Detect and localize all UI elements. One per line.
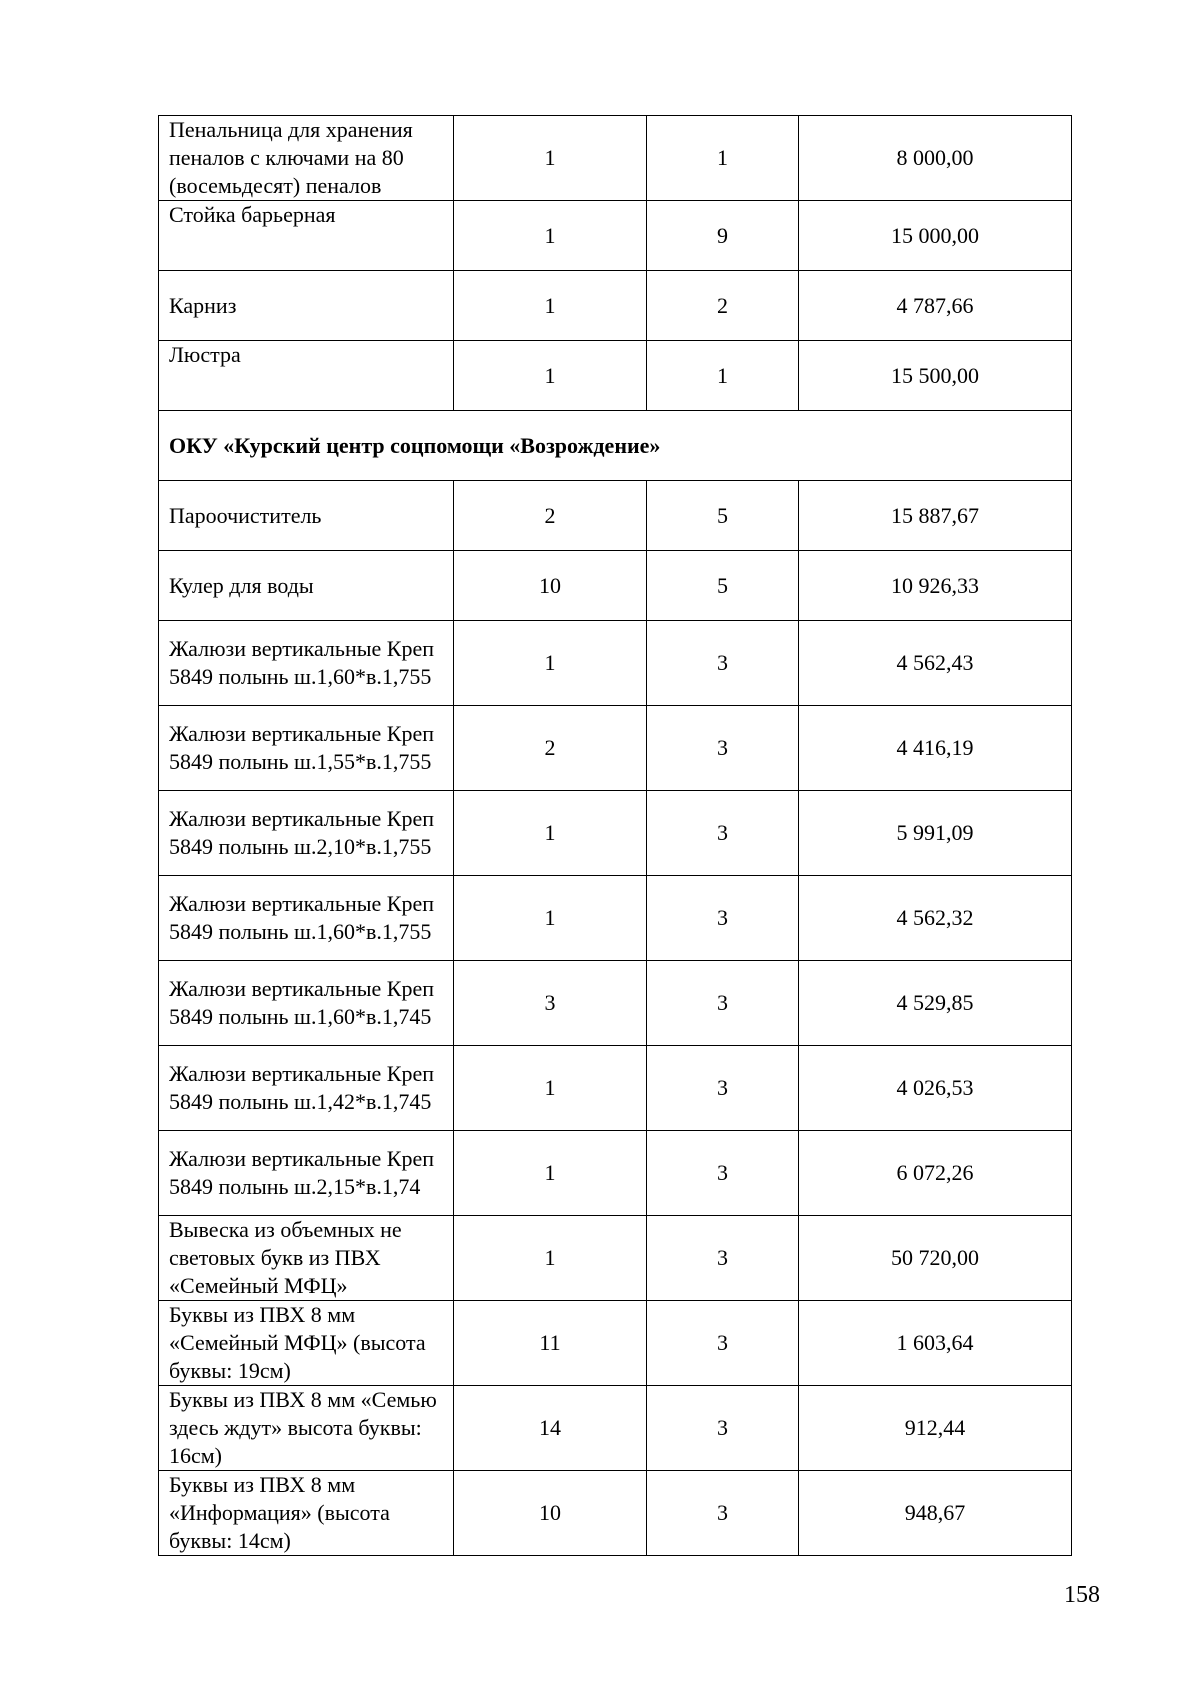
item-name-cell: Стойка барьерная (159, 201, 454, 271)
item-name-cell: Вывеска из объемных не световых букв из ПВХ «Семейный МФЦ» (159, 1216, 454, 1301)
item-name-cell: Пароочиститель (159, 481, 454, 551)
table-row (159, 551, 1072, 621)
term-cell: 3 (647, 1471, 799, 1556)
section-title: ОКУ «Курский центр соцпомощи «Возрождение» (159, 411, 1072, 481)
quantity-cell: 11 (454, 1301, 647, 1386)
term-cell: 3 (647, 961, 799, 1046)
table-row (159, 1046, 1072, 1131)
quantity-cell: 1 (454, 1046, 647, 1131)
table-row (159, 271, 1072, 341)
item-name-cell: Буквы из ПВХ 8 мм «Семейный МФЦ» (высота буквы: 19см) (159, 1301, 454, 1386)
term-cell: 3 (647, 1386, 799, 1471)
price-cell: 912,44 (799, 1386, 1072, 1471)
price-cell: 8 000,00 (799, 116, 1072, 201)
price-cell: 948,67 (799, 1471, 1072, 1556)
items-table (158, 115, 1072, 1556)
item-name-cell: Жалюзи вертикальные Креп 5849 полынь ш.1,60*в.1,755 (159, 621, 454, 706)
item-name-cell: Люстра (159, 341, 454, 411)
term-cell: 3 (647, 621, 799, 706)
page-number: 158 (1064, 1582, 1100, 1608)
price-cell: 50 720,00 (799, 1216, 1072, 1301)
term-cell: 3 (647, 1046, 799, 1131)
quantity-cell: 2 (454, 481, 647, 551)
price-cell: 15 887,67 (799, 481, 1072, 551)
table-row (159, 341, 1072, 411)
table-row (159, 876, 1072, 961)
quantity-cell: 1 (454, 201, 647, 271)
table-row (159, 1386, 1072, 1471)
item-name-cell: Карниз (159, 271, 454, 341)
term-cell: 5 (647, 551, 799, 621)
quantity-cell: 1 (454, 116, 647, 201)
quantity-cell: 1 (454, 791, 647, 876)
items-table-body (159, 116, 1072, 1556)
price-cell: 5 991,09 (799, 791, 1072, 876)
table-row (159, 1131, 1072, 1216)
quantity-cell: 1 (454, 1131, 647, 1216)
quantity-cell: 14 (454, 1386, 647, 1471)
quantity-cell: 3 (454, 961, 647, 1046)
term-cell: 3 (647, 791, 799, 876)
item-name-cell: Жалюзи вертикальные Креп 5849 полынь ш.1,60*в.1,755 (159, 876, 454, 961)
table-row (159, 621, 1072, 706)
item-name-cell: Кулер для воды (159, 551, 454, 621)
table-row (159, 1301, 1072, 1386)
table-row (159, 1216, 1072, 1301)
quantity-cell: 10 (454, 551, 647, 621)
item-name-cell: Буквы из ПВХ 8 мм «Семью здесь ждут» высота буквы: 16см) (159, 1386, 454, 1471)
quantity-cell: 1 (454, 271, 647, 341)
quantity-cell: 1 (454, 876, 647, 961)
table-row (159, 706, 1072, 791)
term-cell: 1 (647, 341, 799, 411)
price-cell: 4 529,85 (799, 961, 1072, 1046)
price-cell: 4 562,43 (799, 621, 1072, 706)
table-row (159, 961, 1072, 1046)
table-row (159, 201, 1072, 271)
price-cell: 15 500,00 (799, 341, 1072, 411)
item-name-cell: Пенальница для хранения пеналов с ключами на 80 (восемьдесят) пеналов (159, 116, 454, 201)
term-cell: 3 (647, 876, 799, 961)
price-cell: 1 603,64 (799, 1301, 1072, 1386)
term-cell: 9 (647, 201, 799, 271)
price-cell: 4 787,66 (799, 271, 1072, 341)
term-cell: 3 (647, 1301, 799, 1386)
item-name-cell: Жалюзи вертикальные Креп 5849 полынь ш.2,10*в.1,755 (159, 791, 454, 876)
table-row (159, 1471, 1072, 1556)
table-row (159, 116, 1072, 201)
item-name-cell: Буквы из ПВХ 8 мм «Информация» (высота буквы: 14см) (159, 1471, 454, 1556)
table-row (159, 791, 1072, 876)
quantity-cell: 1 (454, 341, 647, 411)
quantity-cell: 2 (454, 706, 647, 791)
quantity-cell: 1 (454, 621, 647, 706)
item-name-cell: Жалюзи вертикальные Креп 5849 полынь ш.1,60*в.1,745 (159, 961, 454, 1046)
section-header-row (159, 411, 1072, 481)
term-cell: 3 (647, 1131, 799, 1216)
item-name-cell: Жалюзи вертикальные Креп 5849 полынь ш.2,15*в.1,74 (159, 1131, 454, 1216)
quantity-cell: 10 (454, 1471, 647, 1556)
price-cell: 4 562,32 (799, 876, 1072, 961)
price-cell: 4 026,53 (799, 1046, 1072, 1131)
term-cell: 3 (647, 1216, 799, 1301)
item-name-cell: Жалюзи вертикальные Креп 5849 полынь ш.1,55*в.1,755 (159, 706, 454, 791)
table-row (159, 481, 1072, 551)
term-cell: 5 (647, 481, 799, 551)
term-cell: 3 (647, 706, 799, 791)
term-cell: 2 (647, 271, 799, 341)
term-cell: 1 (647, 116, 799, 201)
quantity-cell: 1 (454, 1216, 647, 1301)
item-name-cell: Жалюзи вертикальные Креп 5849 полынь ш.1,42*в.1,745 (159, 1046, 454, 1131)
price-cell: 6 072,26 (799, 1131, 1072, 1216)
price-cell: 10 926,33 (799, 551, 1072, 621)
price-cell: 15 000,00 (799, 201, 1072, 271)
price-cell: 4 416,19 (799, 706, 1072, 791)
